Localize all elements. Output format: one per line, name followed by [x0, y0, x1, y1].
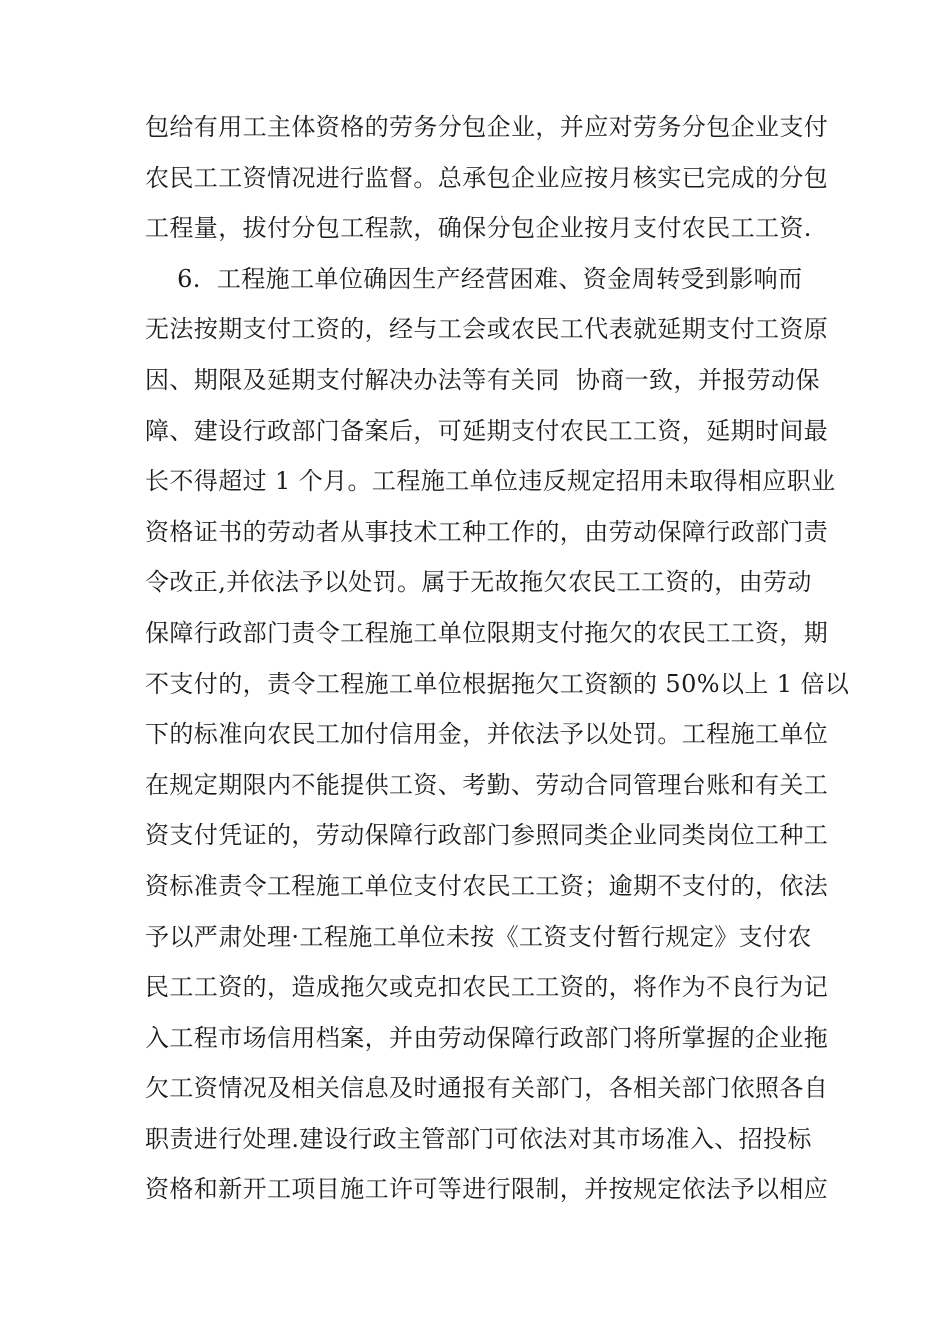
text-line-8: 长不得超过 1 个月。工程施工单位违反规定招用未取得相应职业: [145, 467, 836, 496]
body-text: [145, 102, 850, 1215]
text-line-10: 令改正,并依法予以处罚。属于无故拖欠农民工工资的，由劳动: [145, 568, 812, 597]
text-line-14: 在规定期限内不能提供工资、考勤、劳动合同管理台账和有关工: [145, 770, 829, 799]
text-line-2: 农民工工资情况进行监督。总承包企业应按月核实已完成的分包: [145, 163, 829, 192]
text-line-20: 欠工资情况及相关信息及时通报有关部门，各相关部门依照各自: [145, 1074, 829, 1103]
text-line-3: 工程量，拔付分包工程款，确保分包企业按月支付农民工工资.: [145, 214, 812, 243]
text-line-15: 资支付凭证的，劳动保障行政部门参照同类企业同类岗位工种工: [145, 821, 829, 850]
text-line-17: 予以严肃处理·工程施工单位未按《工资支付暂行规定》支付农: [145, 922, 812, 951]
text-line-22: 资格和新开工项目施工许可等进行限制，并按规定依法予以相应: [145, 1175, 829, 1204]
text-line-19: 入工程市场信用档案，并由劳动保障行政部门将所掌握的企业拖: [145, 1023, 829, 1052]
text-line-6: 因、期限及延期支付解决办法等有关同 协商一致，并报劳动保: [145, 365, 820, 394]
text-line-13: 下的标准向农民工加付信用金，并依法予以处罚。工程施工单位: [145, 720, 829, 749]
text-line-16: 资标准责令工程施工单位支付农民工工资；逾期不支付的，依法: [145, 871, 829, 900]
text-line-11: 保障行政部门责令工程施工单位限期支付拖欠的农民工工资，期: [145, 618, 829, 647]
text-line-21: 职责进行处理.建设行政主管部门可依法对其市场准入、招投标: [145, 1124, 812, 1153]
text-line-18: 民工工资的，造成拖欠或克扣农民工工资的，将作为不良行为记: [145, 973, 829, 1002]
text-line-5: 无法按期支付工资的，经与工会或农民工代表就延期支付工资原: [145, 315, 829, 344]
text-line-4: 6. 工程施工单位确因生产经营困难、资金周转受到影响而: [145, 264, 803, 293]
text-line-12: 不支付的，责令工程施工单位根据拖欠工资额的 50%以上 1 倍以: [145, 669, 850, 698]
text-line-7: 障、建设行政部门备案后，可延期支付农民工工资，延期时间最: [145, 416, 829, 445]
text-line-9: 资格证书的劳动者从事技术工种工作的，由劳动保障行政部门责: [145, 517, 829, 546]
text-line-1: 包给有用工主体资格的劳务分包企业，并应对劳务分包企业支付: [145, 113, 829, 141]
